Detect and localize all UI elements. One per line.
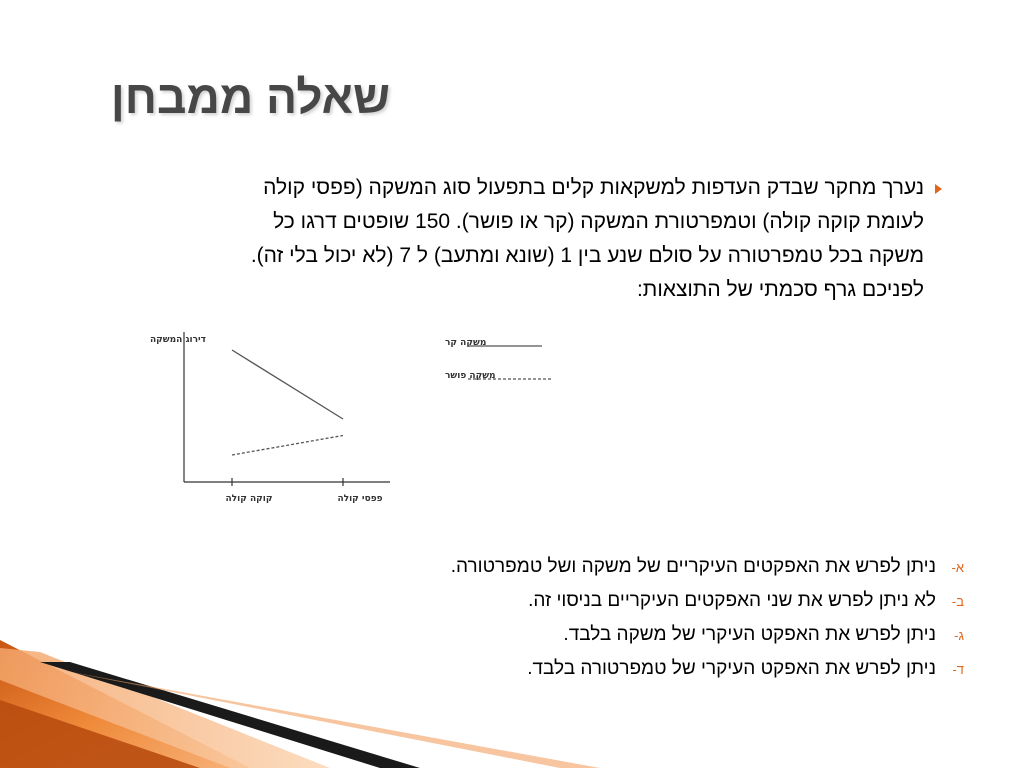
x-tick-label: פפסי קולה [337,494,383,504]
series-line [232,350,343,419]
answer-text: ניתן לפרש את האפקט העיקרי של טמפרטורה בלבד. [527,658,936,679]
question-line: משקה בכל טמפרטורה על סולם שנע בין 1 (שונא ומתעב) ל 7 (לא יכול בלי זה). [250,244,924,267]
question-bullet [64,176,942,326]
answer-text: לא ניתן לפרש את שני האפקטים העיקריים בניסוי זה. [528,590,936,611]
results-chart [0,320,600,520]
answer-letter: א- [951,560,964,575]
answer-letter: ד- [952,662,964,677]
question-line: לעומת קוקה קולה) וטמפרטורת המשקה (קר או פושר). 150 שופטים דרגו כל [273,210,924,233]
legend-label: משקה קר [445,338,487,348]
answer-text: ניתן לפרש את האפקט העיקרי של משקה בלבד. [563,624,936,645]
bullet-arrow-icon [935,184,942,194]
series-line [232,436,343,456]
x-tick-label: קוקה קולה [225,494,273,504]
answer-option-a[interactable] [300,556,964,590]
answer-letter: ב- [951,594,964,609]
question-line: לפניכם גרף סכמתי של התוצאות: [636,278,924,301]
answer-option-b[interactable] [300,590,964,624]
question-line: נערך מחקר שבדק העדפות למשקאות קלים בתפעול סוג המשקה (פפסי קולה [263,176,924,199]
slide-title: שאלה ממבחן [110,71,390,123]
decorative-swoosh [0,640,600,768]
answer-text: ניתן לפרש את האפקטים העיקריים של משקה ושל טמפרטורה. [450,556,936,577]
answer-letter: ג- [954,628,964,643]
y-axis-label: דירוג המשקה [150,335,206,345]
legend-label: משקה פושר [445,371,496,381]
